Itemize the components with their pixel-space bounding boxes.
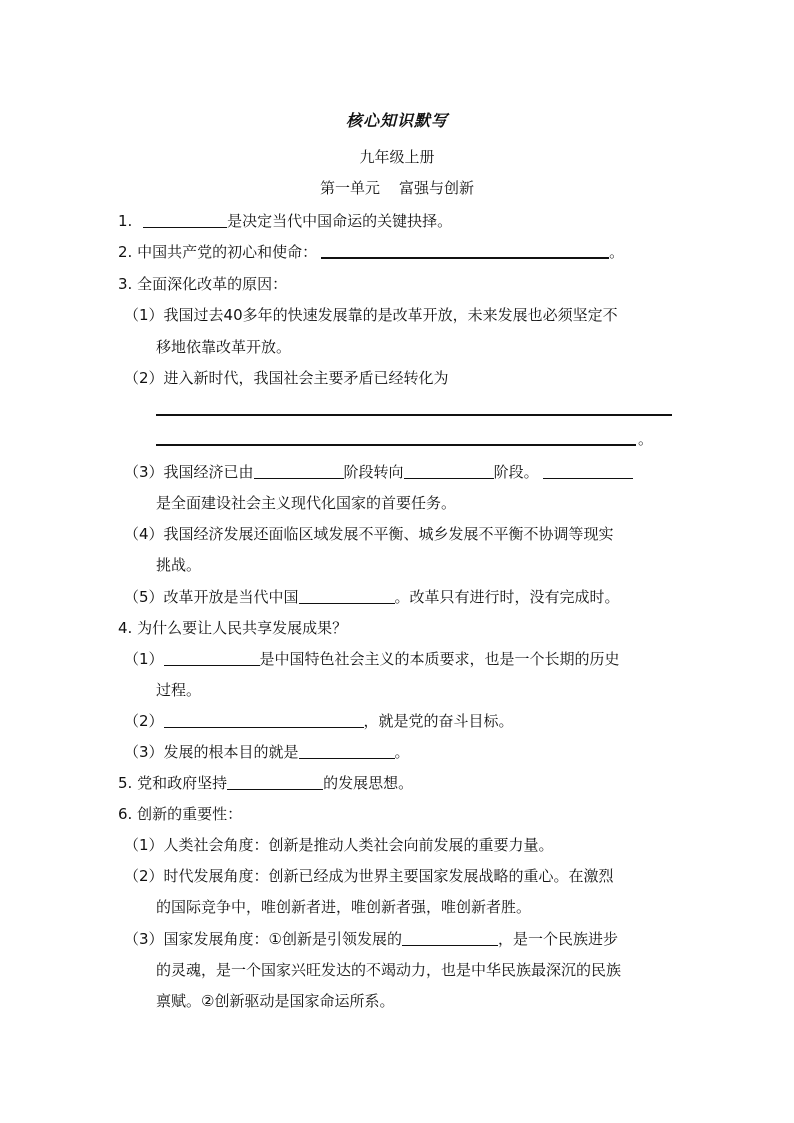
fill-blank[interactable]	[143, 211, 227, 228]
item-3-3-line-b	[156, 492, 456, 514]
period: 。	[638, 430, 654, 448]
item-6-3-line-a	[124, 928, 618, 950]
answer-rule[interactable]	[156, 444, 636, 446]
item-5-text-b: 的发展思想。	[323, 774, 414, 792]
item-3-text: 3. 全面深化改革的原因：	[118, 275, 288, 293]
unit-heading: 第一单元 富强与创新	[319, 179, 475, 197]
item-3-2	[124, 367, 449, 389]
item-3-5	[124, 586, 620, 608]
item-6-2-line-a	[124, 865, 614, 887]
item-5	[118, 772, 413, 794]
item-6-1-text: （1）人类社会角度：创新是推动人类社会向前发展的重要力量。	[124, 836, 554, 854]
fill-blank[interactable]	[402, 929, 498, 946]
item-3-3-text-b: 阶段转向	[343, 463, 404, 481]
item-6-3-line-c	[156, 990, 394, 1012]
answer-rule[interactable]	[156, 414, 672, 416]
item-3-5-text-b: 。改革只有进行时，没有完成时。	[394, 588, 620, 606]
fill-blank[interactable]	[164, 649, 260, 666]
item-2	[118, 241, 624, 263]
item-3-2-end	[638, 428, 653, 450]
item-4-1-line-b	[156, 679, 201, 701]
grade-heading: 九年级上册	[359, 148, 435, 166]
item-3-1-line-b	[156, 336, 291, 358]
item-6-text: 6. 创新的重要性：	[118, 805, 243, 823]
item-4-2	[124, 710, 514, 732]
item-4-3-end: 。	[394, 743, 410, 761]
fill-blank[interactable]	[299, 742, 395, 759]
item-3-4-text-cont: 挑战。	[156, 556, 202, 574]
item-4-1-label: （1）	[124, 650, 164, 668]
item-3-1-text-cont: 移地依靠改革开放。	[156, 338, 292, 356]
item-3-4-text: （4）我国经济发展还面临区域发展不平衡、城乡发展不平衡不协调等现实	[124, 525, 614, 543]
item-4-2-text: ，就是党的奋斗目标。	[363, 712, 514, 730]
item-4-1-text: 是中国特色社会主义的本质要求，也是一个长期的历史	[259, 650, 620, 668]
item-4-3-text: （3）发展的根本目的就是	[124, 743, 299, 761]
item-2-text: 2. 中国共产党的初心和使命：	[118, 243, 318, 261]
item-3-3-text-d: 是全面建设社会主义现代化国家的首要任务。	[156, 494, 457, 512]
item-4-text: 4. 为什么要让人民共享发展成果？	[118, 619, 348, 637]
fill-blank[interactable]	[404, 462, 494, 479]
item-3-4-line-a	[124, 523, 614, 545]
fill-blank[interactable]	[543, 462, 633, 479]
item-6-3-text-cont: 的灵魂，是一个国家兴旺发达的不竭动力，也是中华民族最深沉的民族	[156, 961, 622, 979]
item-3	[118, 273, 287, 295]
item-3-2-text: （2）进入新时代，我国社会主要矛盾已经转化为	[124, 369, 449, 387]
document-title: 核心知识默写	[345, 111, 448, 130]
fill-blank[interactable]	[321, 241, 609, 259]
item-4	[118, 617, 347, 639]
item-6-3-text-b: ，是一个民族进步	[498, 930, 619, 948]
item-6-2-line-b	[156, 896, 531, 918]
item-6-3-text-end: 禀赋。②创新驱动是国家命运所系。	[156, 992, 395, 1010]
item-3-1-line-a	[124, 304, 618, 326]
fill-blank[interactable]	[227, 773, 323, 790]
fill-blank[interactable]	[164, 711, 364, 728]
fill-blank[interactable]	[254, 462, 344, 479]
item-6-3-text-a: （3）国家发展角度：①创新是引领发展的	[124, 930, 402, 948]
item-3-5-text-a: （5）改革开放是当代中国	[124, 588, 299, 606]
item-3-1-text: （1）我国过去40多年的快速发展靠的是改革开放，未来发展也必须坚定不	[124, 306, 618, 324]
item-2-end: 。	[609, 243, 625, 261]
item-3-3-text-c: 阶段。	[493, 463, 539, 481]
item-1	[118, 210, 452, 232]
item-6-2-text-cont: 的国际竞争中，唯创新者进，唯创新者强，唯创新者胜。	[156, 898, 532, 916]
fill-blank[interactable]	[299, 587, 395, 604]
item-3-3-line-a	[124, 461, 633, 483]
item-1-number: 1.	[118, 212, 133, 230]
item-4-1-line-a	[124, 648, 620, 670]
item-5-text-a: 5. 党和政府坚持	[118, 774, 228, 792]
item-6-1	[124, 834, 554, 856]
item-6-3-line-b	[156, 959, 621, 981]
item-4-3	[124, 741, 410, 763]
item-1-text: 是决定当代中国命运的关键抉择。	[227, 212, 453, 230]
item-6	[118, 803, 242, 825]
item-3-3-text-a: （3）我国经济已由	[124, 463, 254, 481]
item-4-2-label: （2）	[124, 712, 164, 730]
item-3-4-line-b	[156, 554, 201, 576]
item-4-1-text-cont: 过程。	[156, 681, 202, 699]
item-6-2-text: （2）时代发展角度：创新已经成为世界主要国家发展战略的重心。在激烈	[124, 867, 614, 885]
